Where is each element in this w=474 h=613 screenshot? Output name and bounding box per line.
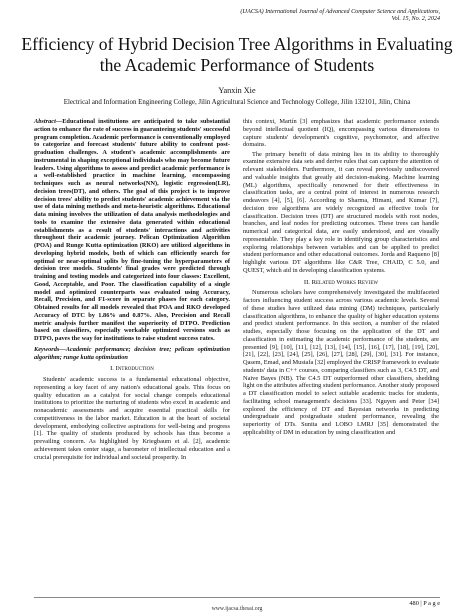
author-affiliation: Electrical and Information Engineering College, Jilin Agricultural Science and Technology College, Jilin 132101, Jilin, China [63, 99, 411, 106]
journal-header-line1: (IJACSA) International Journal of Advanced Computer Science and Applications, [240, 9, 440, 15]
footer-rule [34, 597, 440, 598]
right-column [243, 118, 439, 438]
abstract [34, 118, 230, 343]
data-mining-paragraph: The primary benefit of data mining lies in its ability to thoroughly examine extensive data sets and derive rules that can capture the attention of relevant stakeholders. Furthermore, it can reveal previously undiscovered and valuable insights that greatly aid decision-making. Machine learning (ML) algorithms, specifically renowned for their effectiveness in classification tasks, are a central point of interest in numerous research endeavors [4], [5], [6]. According to Sharma, Himani, and Kumar [7], decision tree algorithms are widely recognized as effective tools for classification. Decision trees (DT) are structured models with root nodes, branches, and leaf nodes for predicting outcomes. These trees can handle numerical and categorical data, are easily understood, and are visually representable. They play a key role in identifying group characteristics and exploring relationships between variables and can be applied to predict student performance and other educational outcomes. Jorda and Raqueno [8] highlight various DT algorithms like C&R Tree, CHAID, C 5.0, and QUEST, which aid in developing classification systems. [243, 150, 439, 274]
journal-header [240, 9, 440, 24]
author-name: Yanxin Xie [218, 86, 256, 95]
journal-header-line2: Vol. 15, No. 2, 2024 [391, 16, 440, 23]
section-heading-introduction: I. Introduction [110, 365, 154, 373]
page-number: 480 | P a g e [409, 600, 440, 607]
journal-url: www.ijacsa.thesai.org [211, 606, 263, 612]
intro-paragraph-continued: this context, Martín [3] emphasizes that academic performance extends beyond intellectual quotient (IQ), encompassing various dimensions to capture students' development's cognitive, psychomotor, and affective domains. [243, 118, 439, 149]
abstract-text: —Educational institutions are anticipated to take substantial action to enhance the rate of success in guaranteeing students' successful program completion. Academic performance is conventionally employed to categorize and forecast students' future ability to confront post-graduation challenges. A student's academic accomplishments are instrumental in shaping exceptional individuals who may become future leaders. Using algorithms to assess and predict academic performance is a well-established practice in machine learning, encompassing techniques such as neural networks(NN), logistic regression(LR), decision trees(DT), and others. The goal of this project is to improve decision trees' ability to predict students' academic achievement via the use of data mining methods and meta-heuristic algorithms. Educational data mining involves the utilization of data analysis methodologies and tools to examine the extensive data generated within educational establishments as a result of students' interactions and activities throughout their academic journey. Pelican Optimization Algorithm (POA) and Runge Kutta optimization (RKO) are utilized algorithms in developing hybrid models, both of which can efficiently search for optimal or near-optimal splits by fine-tuning the hyperparameters of decision tree models. Students' final grades were predicted through training and testing models and categorized into four classes: Excellent, Good, Acceptable, and Poor. The classification capability of a single model and optimized counterparts was evaluated using Accuracy, Recall, Precision, and F1-score in separate phases for each category. Obtained results for all models revealed that POA and RKO developed Accuracy of DTC by 1.86% and 0.87%. Also, Precision and Recall metric analysis further manifest the superiority of DTPO. Prediction based on classifiers, especially workable optimized versions such as DTPO, paves the way for institutions to raise student success rates. [34, 118, 230, 342]
section-heading-related-works: II. Related Works Review [303, 278, 379, 286]
related-works-paragraph: Numerous scholars have comprehensively investigated the multifaceted factors influencing student success across various academic levels. Several of these studies have utilized data mining (DM) techniques, particularly classification algorithms, to enhance the quality of higher education systems and predict student performance. In this section, a number of the related studies, especially those focusing on the application of the DT and classification in estimating the academic performance of the students, are presented [9], [10], [11], [12], [13], [14], [15], [16], [17], [18], [19], [20], [21], [22], [23], [24], [25], [26], [27], [28], [29], [30], [31]. For instance, Qasem, Emad, and Mustafa [32] employed the CRISP framework to evaluate students' data in C++ courses, comparing classifiers such as 3, C4.5 DT, and Naive Bayes (NB). The C4.5 DT outperformed other classifiers, shedding light on the attributes affecting student performance. Another study proposed a DT classification model to select suitable academic tracks for students, facilitating school management's decisions [33]. Nguyen and Peter [34] explored the efficiency of DT and Bayesian networks in predicting undergraduate and postgraduate student performance, revealing the superiority of DTs. Sunita and LOBO LMRJ [35] demonstrated the applicability of DM in education by using classification and [243, 289, 440, 436]
keywords: Keywords—Academic performance; decision tree; pelican optimization algorithm; runge kutta optimization [34, 345, 230, 361]
abstract-label: Abstract [34, 118, 56, 125]
paper-title: Efficiency of Hybrid Decision Tree Algorithms in Evaluating the Academic Performance of Students [21, 34, 453, 75]
left-column [34, 118, 230, 463]
intro-paragraph: Students' academic success is a fundamental educational objective, representing a key facet of any nation's educational goals. This focus on quality education as a catalyst for social change compels educational institutions to prioritize the nurturing of students who excel in academic and nonacademic assessments and acquire essential practical skills for competitiveness in the labor market. Education is at the heart of societal development, embodying collective aspirations for well-being and progress [1]. The quality of students produced by schools has thus become a prevailing concern. As highlighted by Kriegbaum et al. [2], academic achievement takes center stage, a barometer of intellectual education and a crucial prerequisite for individual and societal prosperity. In [34, 376, 230, 461]
